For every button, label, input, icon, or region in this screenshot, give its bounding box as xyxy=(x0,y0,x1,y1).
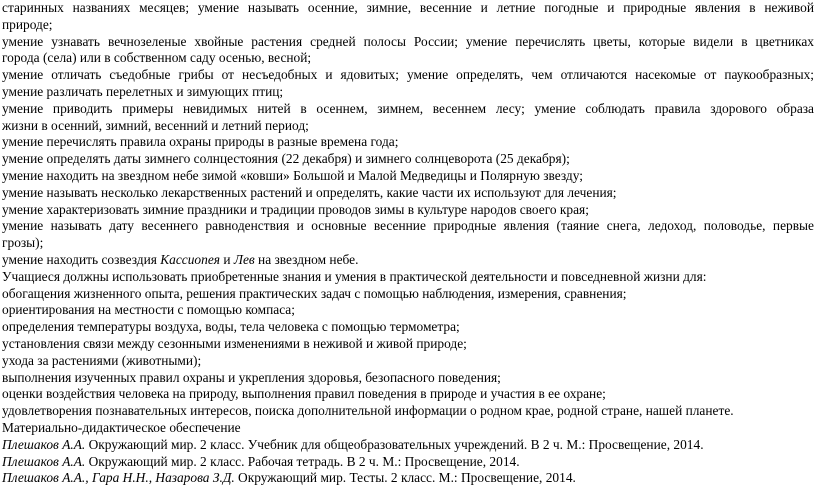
skill-line: умение называть несколько лекарственных растений и определять, какие части их используют для лечения; xyxy=(2,184,617,200)
skill-line: природе; xyxy=(2,16,53,32)
constellation-name: Кассиопея xyxy=(160,251,220,267)
practical-use-item: обогащения жизненного опыта, решения практических задач с помощью наблюдения, измерения, сравнения; xyxy=(2,285,627,301)
reference-text: Окружающий мир. Тесты. 2 класс. М.: Просвещение, 2014. xyxy=(234,470,576,486)
skill-line: умение называть дату весеннего равноденствия и основные весенние природные явления (таяние снега, ледоход, половодье, первые xyxy=(2,218,814,234)
practical-uses-list xyxy=(2,286,814,420)
skill-line: города (села) или в собственном саду осенью, весной; xyxy=(2,50,312,66)
reference-item xyxy=(2,454,814,471)
skill-line: умение определять даты зимнего солнцестояния (22 декабря) и зимнего солнцеворота (25 декабря); xyxy=(2,151,570,167)
reference-author: Плешаков А.А. xyxy=(2,453,86,469)
skill-line: жизни в осенний, зимний, весенний и летний период; xyxy=(2,117,309,133)
skill-line: умение приводить примеры невидимых нитей в осеннем, зимнем, весеннем лесу; умение соблюдать правила здорового образа xyxy=(2,100,814,116)
reference-text: Окружающий мир. 2 класс. Учебник для общеобразовательных учреждений. В 2 ч. М.: Просвещение, 2014. xyxy=(85,436,704,452)
reference-item xyxy=(2,470,814,487)
skills-list xyxy=(2,0,814,252)
references-list xyxy=(2,437,814,487)
students-intro: Учащиеся должны использовать приобретенные знания и умения в практической деятельности и повседневной жизни для: xyxy=(2,268,707,284)
skill-line: умение находить на звездном небе зимой «ковши» Большой и Малой Медведицы и Полярную звезду; xyxy=(2,167,583,183)
practical-use-item: ориентирования на местности с помощью компаса; xyxy=(2,302,295,318)
practical-use-item: определения температуры воздуха, воды, тела человека с помощью термометра; xyxy=(2,319,460,335)
practical-use-item: установления связи между сезонными изменениями в неживой и живой природе; xyxy=(2,335,467,351)
reference-text: Окружающий мир. 2 класс. Рабочая тетрадь. В 2 ч. М.: Просвещение, 2014. xyxy=(85,453,520,469)
materials-heading: Материально-дидактическое обеспечение xyxy=(2,419,241,435)
constellation-skill: умение находить созвездия Кассиопея и Лев на звездном небе. xyxy=(2,251,359,267)
skill-line: умение характеризовать зимние праздники и традиции проводов зимы в культуре народов своего края; xyxy=(2,201,589,217)
reference-author: Плешаков А.А. xyxy=(2,436,86,452)
skill-line: грозы); xyxy=(2,235,44,251)
reference-item xyxy=(2,437,814,454)
skill-line: умение узнавать вечнозеленые хвойные растения средней полосы России; умение перечислять цветы, которые видели в цветниках xyxy=(2,33,814,49)
practical-use-item: удовлетворения познавательных интересов, поиска дополнительной информации о родном крае, родной стране, нашей планете. xyxy=(2,403,734,419)
practical-use-item: оценки воздействия человека на природу, выполнения правил поведения в природе и участия в ее охране; xyxy=(2,386,606,402)
skill-line: умение отличать съедобные грибы от несъедобных и ядовитых; умение определять, чем отличаются насекомые от паукообразных; xyxy=(2,67,814,83)
skill-line: умение перечислять правила охраны природы в разные времена года; xyxy=(2,134,399,150)
reference-author: Плешаков А.А., Гара Н.Н., Назарова З.Д. xyxy=(2,470,235,486)
practical-use-item: выполнения изученных правил охраны и укрепления здоровья, безопасного поведения; xyxy=(2,369,501,385)
constellation-name: Лев xyxy=(233,251,255,267)
practical-use-item: ухода за растениями (животными); xyxy=(2,352,202,368)
skill-line: старинных названиях месяцев; умение называть осенние, зимние, весенние и летние погодные и природные явления в неживой xyxy=(2,0,814,15)
skill-line: умение различать перелетных и зимующих птиц; xyxy=(2,83,284,99)
